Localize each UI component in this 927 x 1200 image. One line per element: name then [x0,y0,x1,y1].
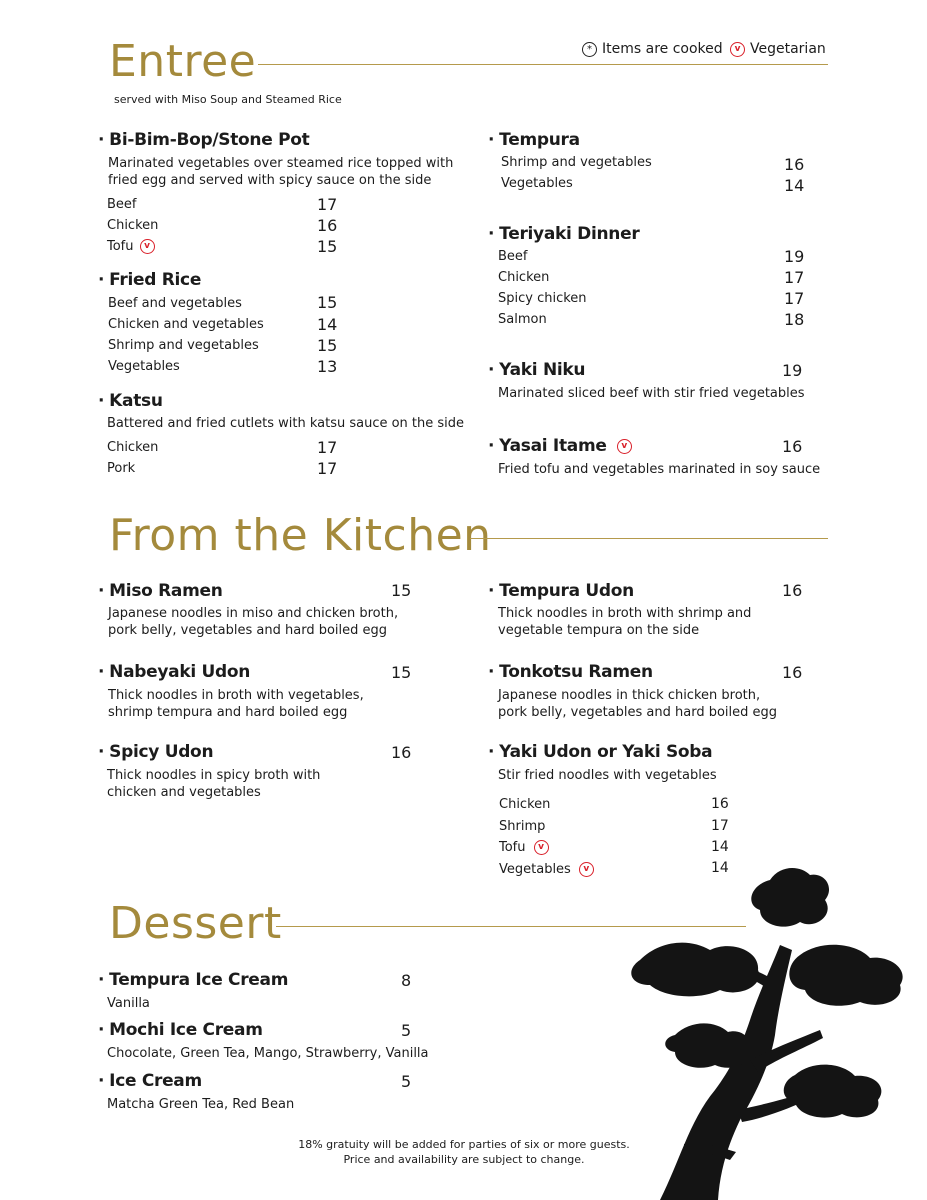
option-label: Vegetables [108,359,180,374]
option-label: Chicken [107,440,159,455]
option-price: 16 [784,155,805,174]
item-description: Japanese noodles in miso and chicken broth, pork belly, vegetables and hard boiled egg [108,606,399,638]
option-label: Tofu [499,840,526,855]
item-description: Marinated vegetables over steamed rice topped with fried egg and served with spicy sauce on the side [108,156,454,188]
option-price: 17 [317,195,338,214]
section-divider [470,538,828,539]
option-price: 17 [784,289,805,308]
item-title: · Teriyaki Dinner [488,224,640,244]
option-label: Spicy chicken [498,291,587,306]
cooked-icon: * [582,42,597,57]
option-label: Shrimp [499,819,546,834]
item-description: Chocolate, Green Tea, Mango, Strawberry, Vanilla [107,1046,429,1061]
legend-cooked [582,41,723,57]
item-description: Thick noodles in spicy broth with chicken and vegetables [107,768,321,800]
item-description: Fried tofu and vegetables marinated in soy sauce [498,462,821,477]
legend-veg-label: Vegetarian [750,41,826,57]
footer-note [264,1137,664,1167]
option-price: 17 [317,459,338,478]
item-description: Thick noodles in broth with vegetables, shrimp tempura and hard boiled egg [108,688,364,720]
vegetarian-icon: v [140,239,155,254]
item-description: Vanilla [107,996,150,1011]
option-price: 18 [784,310,805,329]
item-price: 15 [391,663,412,682]
option-price: 16 [711,796,729,812]
item-title: · Tonkotsu Ramen [488,662,653,682]
option-label: Vegetables [499,862,571,877]
option-price: 19 [784,247,805,266]
option-row [107,239,155,254]
item-title: · Bi-Bim-Bop/Stone Pot [98,130,310,150]
option-price: 14 [784,176,805,195]
option-price: 14 [711,860,729,876]
item-title: · Katsu [98,391,163,411]
item-title: · Tempura Udon [488,581,634,601]
item-title: · Yasai Itame v [488,436,632,456]
item-price: 16 [782,437,803,456]
item-description: Matcha Green Tea, Red Bean [107,1097,295,1112]
option-label: Chicken [107,218,159,233]
option-label: Chicken and vegetables [108,317,264,332]
vegetarian-icon: v [534,840,549,855]
item-title: · Spicy Udon [98,742,214,762]
option-row [499,862,594,877]
section-divider [258,64,828,65]
option-price: 17 [784,268,805,287]
item-price: 8 [401,971,412,990]
item-title: · Ice Cream [98,1071,202,1091]
item-price: 16 [782,663,803,682]
item-title: · Miso Ramen [98,581,223,601]
option-price: 15 [317,336,338,355]
item-price: 15 [391,581,412,600]
footer-line: 18% gratuity will be added for parties of six or more guests. [298,1138,630,1151]
item-title: · Mochi Ice Cream [98,1020,263,1040]
item-price: 16 [391,743,412,762]
item-title: · Yaki Udon or Yaki Soba [488,742,713,762]
section-subtitle: served with Miso Soup and Steamed Rice [114,93,342,106]
legend-cooked-label: Items are cooked [602,41,723,57]
option-label: Beef [107,197,137,212]
option-price: 17 [317,438,338,457]
item-title: · Fried Rice [98,270,202,290]
section-title-kitchen: From the Kitchen [109,510,492,561]
item-description: Battered and fried cutlets with katsu sauce on the side [107,416,465,431]
option-label: Salmon [498,312,547,327]
option-price: 14 [317,315,338,334]
item-price: 5 [401,1021,412,1040]
footer-line: Price and availability are subject to change. [343,1153,585,1166]
item-description: Stir fried noodles with vegetables [498,768,717,783]
item-price: 19 [782,361,803,380]
option-label: Vegetables [501,176,573,191]
item-title: · Yaki Niku [488,360,586,380]
option-price: 15 [317,293,338,312]
option-label: Beef [498,249,528,264]
item-title: · Tempura [488,130,580,150]
item-description: Marinated sliced beef with stir fried vegetables [498,386,805,401]
option-price: 15 [317,237,338,256]
option-label: Pork [107,461,136,476]
item-description: Thick noodles in broth with shrimp and vegetable tempura on the side [498,606,752,638]
option-row [499,840,549,855]
option-price: 17 [711,818,729,834]
vegetarian-icon: v [579,862,594,877]
option-label: Tofu [107,239,134,254]
option-label: Shrimp and vegetables [108,338,259,353]
vegetarian-icon: v [730,42,745,57]
option-price: 13 [317,357,338,376]
vegetarian-icon: v [617,439,632,454]
option-label: Shrimp and vegetables [501,155,652,170]
item-description: Japanese noodles in thick chicken broth, pork belly, vegetables and hard boiled egg [498,688,778,720]
item-price: 5 [401,1072,412,1091]
option-label: Chicken [499,797,551,812]
item-title: · Nabeyaki Udon [98,662,251,682]
bonsai-tree-icon [620,860,920,1200]
option-label: Chicken [498,270,550,285]
legend-vegetarian [730,41,826,57]
item-price: 16 [782,581,803,600]
section-title-entree: Entree [109,36,257,87]
item-title: · Tempura Ice Cream [98,970,289,990]
option-label: Beef and vegetables [108,296,242,311]
option-price: 16 [317,216,338,235]
option-price: 14 [711,839,729,855]
section-title-dessert: Dessert [109,898,282,949]
